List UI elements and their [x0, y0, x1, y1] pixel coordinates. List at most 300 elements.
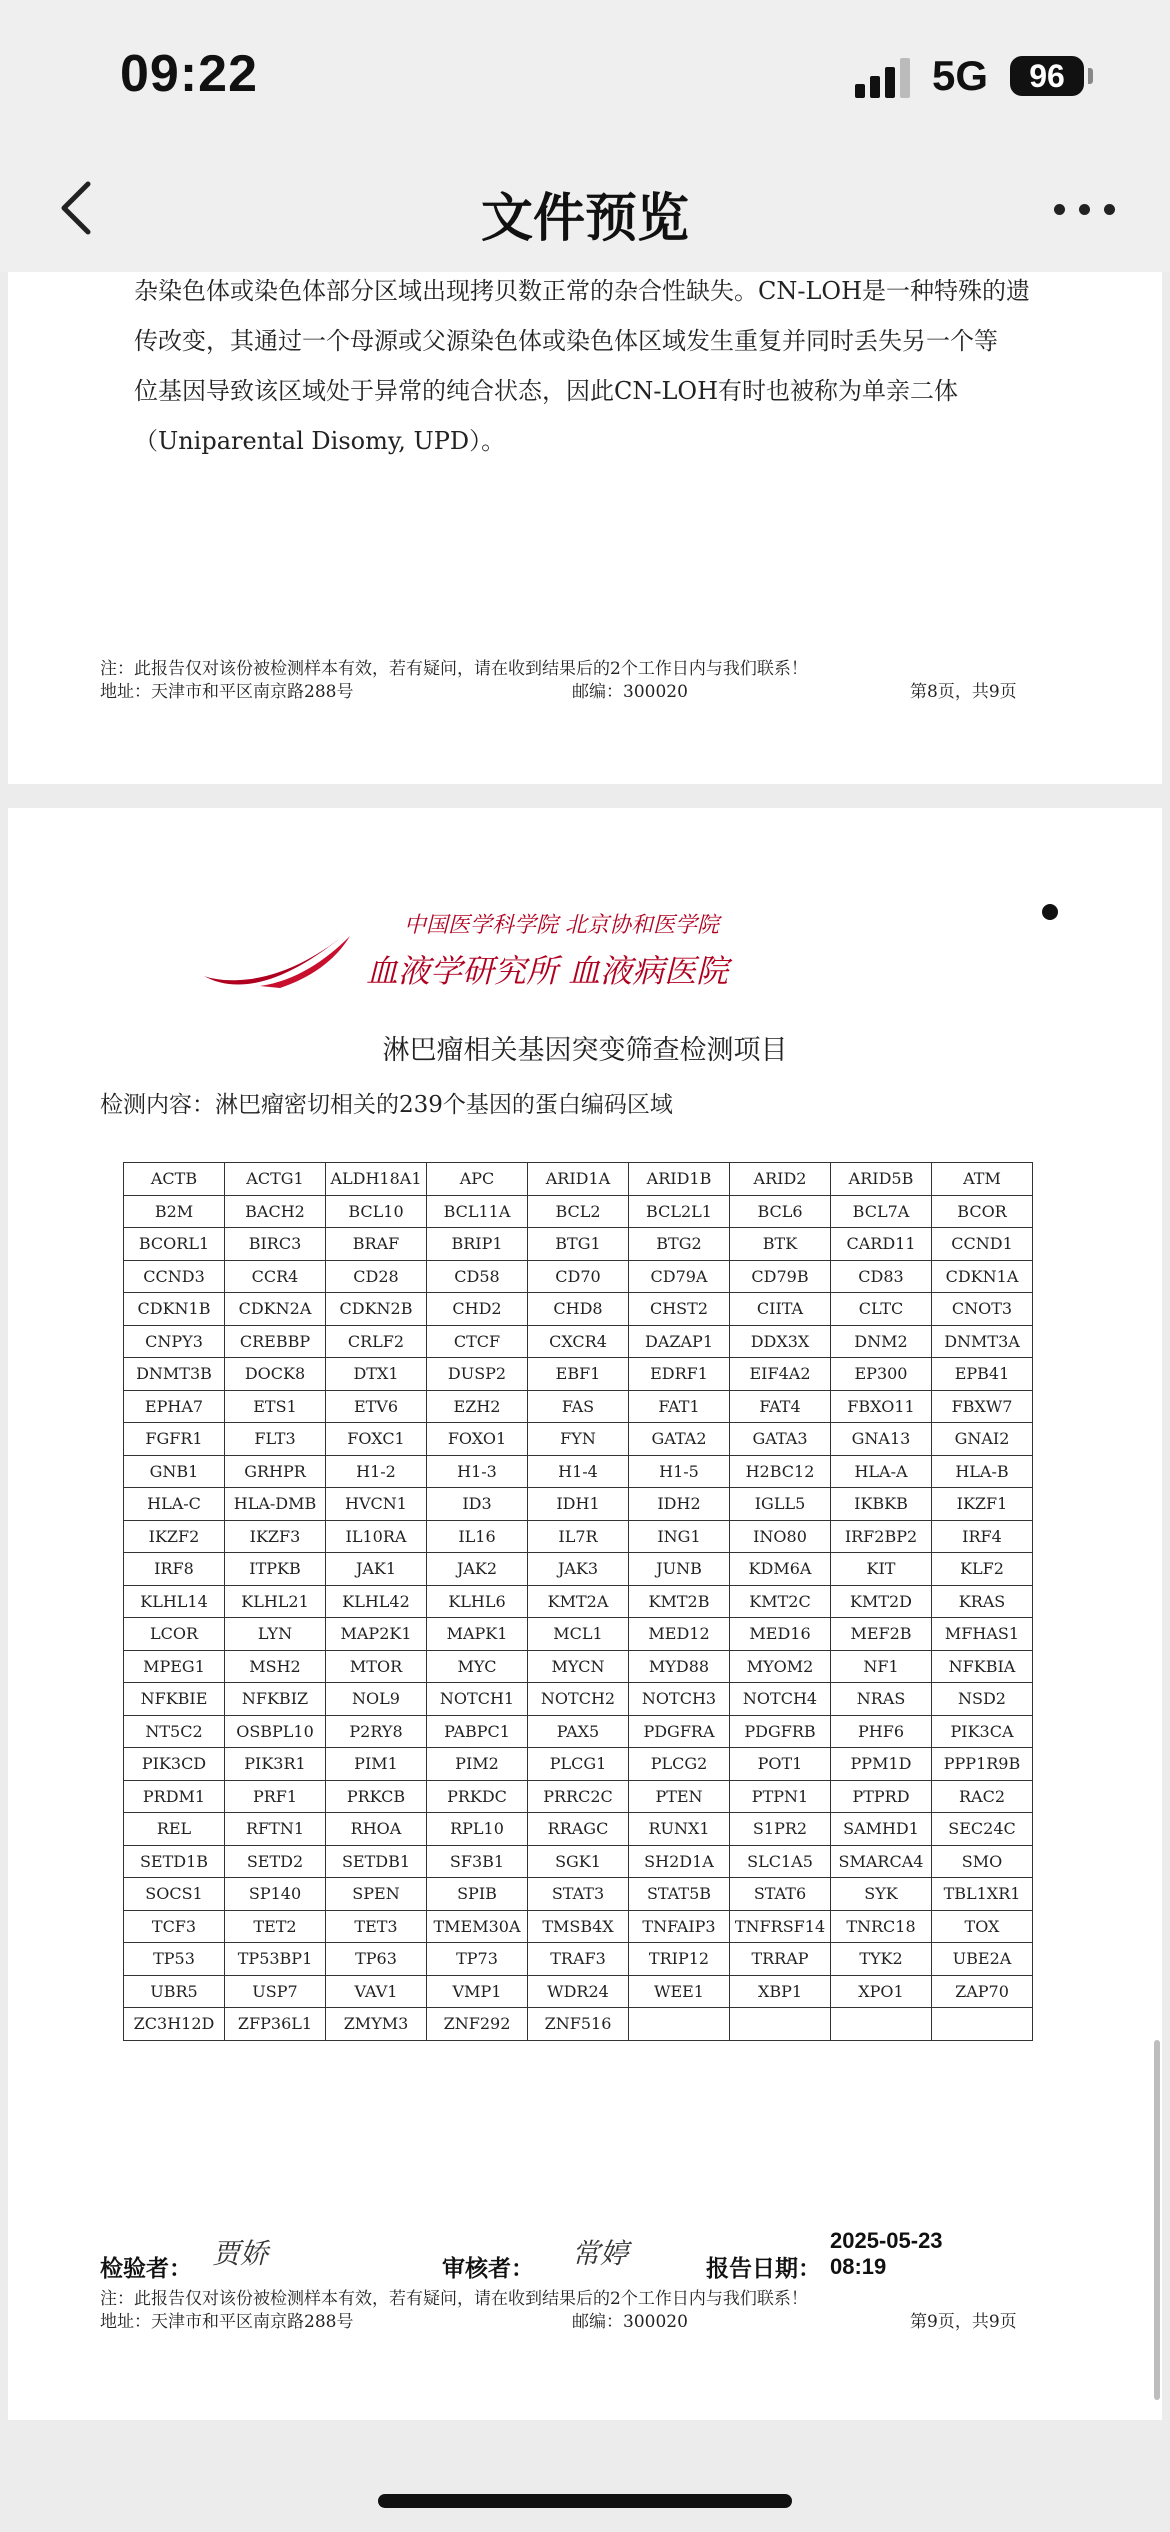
- gene-cell: FOXO1: [427, 1423, 528, 1456]
- gene-cell: RFTN1: [225, 1813, 326, 1846]
- gene-cell: NRAS: [831, 1683, 932, 1716]
- gene-cell: IKZF1: [932, 1488, 1033, 1521]
- gene-cell: P2RY8: [326, 1715, 427, 1748]
- gene-cell: FGFR1: [124, 1423, 225, 1456]
- footer-page-number: 第8页，共9页: [910, 682, 1017, 702]
- gene-cell: FOXC1: [326, 1423, 427, 1456]
- gene-cell: LCOR: [124, 1618, 225, 1651]
- gene-cell: TNFAIP3: [629, 1910, 730, 1943]
- gene-cell: PIK3CD: [124, 1748, 225, 1781]
- gene-cell: IL7R: [528, 1520, 629, 1553]
- gene-cell: PTPN1: [730, 1780, 831, 1813]
- gene-cell: CDKN1A: [932, 1260, 1033, 1293]
- gene-cell: PABPC1: [427, 1715, 528, 1748]
- gene-cell: STAT6: [730, 1878, 831, 1911]
- gene-cell: KMT2A: [528, 1585, 629, 1618]
- gene-cell: PIM1: [326, 1748, 427, 1781]
- gene-cell: CHD2: [427, 1293, 528, 1326]
- table-row: [124, 1163, 1033, 1196]
- gene-cell: HVCN1: [326, 1488, 427, 1521]
- gene-cell: CCND3: [124, 1260, 225, 1293]
- gene-cell: POT1: [730, 1748, 831, 1781]
- gene-cell: RUNX1: [629, 1813, 730, 1846]
- gene-cell: SP140: [225, 1878, 326, 1911]
- gene-cell: PAX5: [528, 1715, 629, 1748]
- gene-cell: ZNF292: [427, 2008, 528, 2041]
- gene-cell: BIRC3: [225, 1228, 326, 1261]
- gene-table: [123, 1162, 1033, 2041]
- table-row: [124, 1260, 1033, 1293]
- gene-cell: H2BC12: [730, 1455, 831, 1488]
- gene-cell: SPEN: [326, 1878, 427, 1911]
- logo-swoosh-icon: [200, 926, 360, 996]
- gene-cell: HLA-C: [124, 1488, 225, 1521]
- gene-cell: TNFRSF14: [730, 1910, 831, 1943]
- gene-cell: MEF2B: [831, 1618, 932, 1651]
- gene-cell: FBXW7: [932, 1390, 1033, 1423]
- table-row: [124, 1325, 1033, 1358]
- gene-cell: MAP2K1: [326, 1618, 427, 1651]
- gene-cell: ARID5B: [831, 1163, 932, 1196]
- gene-cell: ACTG1: [225, 1163, 326, 1196]
- gene-cell: IDH1: [528, 1488, 629, 1521]
- gene-cell: BCL2L1: [629, 1195, 730, 1228]
- gene-cell: KMT2B: [629, 1585, 730, 1618]
- gene-cell: GATA3: [730, 1423, 831, 1456]
- gene-cell: EIF4A2: [730, 1358, 831, 1391]
- page-title: 文件预览: [480, 189, 689, 249]
- gene-cell: [831, 2008, 932, 2041]
- gene-cell: KLHL21: [225, 1585, 326, 1618]
- nav-bar: [0, 150, 1170, 272]
- cn-loh-paragraph: [134, 266, 1064, 466]
- gene-cell: DOCK8: [225, 1358, 326, 1391]
- report-date: [830, 2228, 943, 2280]
- footer-postcode: 邮编：300020: [572, 682, 688, 702]
- gene-cell: UBE2A: [932, 1943, 1033, 1976]
- gene-cell: UBR5: [124, 1975, 225, 2008]
- gene-cell: SMO: [932, 1845, 1033, 1878]
- table-row: [124, 1520, 1033, 1553]
- table-row: [124, 1390, 1033, 1423]
- gene-cell: ZC3H12D: [124, 2008, 225, 2041]
- page-footer: [100, 2288, 1030, 2334]
- document-page-8: [8, 272, 1162, 784]
- gene-cell: APC: [427, 1163, 528, 1196]
- detection-content: 检测内容：淋巴瘤密切相关的239个基因的蛋白编码区域: [100, 1092, 673, 1118]
- gene-cell: [629, 2008, 730, 2041]
- gene-cell: B2M: [124, 1195, 225, 1228]
- gene-cell: EZH2: [427, 1390, 528, 1423]
- report-date-time: 08:19: [830, 2254, 887, 2279]
- gene-cell: SLC1A5: [730, 1845, 831, 1878]
- table-row: [124, 1195, 1033, 1228]
- table-row: [124, 2008, 1033, 2041]
- gene-cell: IKBKB: [831, 1488, 932, 1521]
- gene-cell: INO80: [730, 1520, 831, 1553]
- gene-cell: NOTCH4: [730, 1683, 831, 1716]
- gene-cell: JAK2: [427, 1553, 528, 1586]
- table-row: [124, 1358, 1033, 1391]
- gene-cell: TP63: [326, 1943, 427, 1976]
- gene-cell: KRAS: [932, 1585, 1033, 1618]
- gene-cell: HLA-B: [932, 1455, 1033, 1488]
- gene-cell: TRRAP: [730, 1943, 831, 1976]
- gene-cell: HLA-DMB: [225, 1488, 326, 1521]
- gene-cell: SYK: [831, 1878, 932, 1911]
- gene-cell: FAT4: [730, 1390, 831, 1423]
- gene-cell: DAZAP1: [629, 1325, 730, 1358]
- gene-cell: STAT3: [528, 1878, 629, 1911]
- table-row: [124, 1943, 1033, 1976]
- gene-cell: PRKDC: [427, 1780, 528, 1813]
- gene-cell: XPO1: [831, 1975, 932, 2008]
- gene-cell: [730, 2008, 831, 2041]
- gene-cell: REL: [124, 1813, 225, 1846]
- gene-cell: BACH2: [225, 1195, 326, 1228]
- gene-cell: SMARCA4: [831, 1845, 932, 1878]
- gene-cell: TET2: [225, 1910, 326, 1943]
- gene-cell: DTX1: [326, 1358, 427, 1391]
- gene-cell: TP53BP1: [225, 1943, 326, 1976]
- gene-cell: CTCF: [427, 1325, 528, 1358]
- table-row: [124, 1618, 1033, 1651]
- gene-cell: TBL1XR1: [932, 1878, 1033, 1911]
- table-row: [124, 1813, 1033, 1846]
- gene-cell: ETV6: [326, 1390, 427, 1423]
- footer-note: 注：此报告仅对该份被检测样本有效，若有疑问，请在收到结果后的2个工作日内与我们联系！: [100, 659, 808, 679]
- gene-cell: PDGFRA: [629, 1715, 730, 1748]
- gene-cell: DDX3X: [730, 1325, 831, 1358]
- gene-cell: ITPKB: [225, 1553, 326, 1586]
- gene-cell: TRIP12: [629, 1943, 730, 1976]
- gene-cell: TP53: [124, 1943, 225, 1976]
- gene-cell: GRHPR: [225, 1455, 326, 1488]
- gene-cell: KIT: [831, 1553, 932, 1586]
- gene-cell: KLF2: [932, 1553, 1033, 1586]
- gene-cell: VAV1: [326, 1975, 427, 2008]
- gene-cell: MFHAS1: [932, 1618, 1033, 1651]
- gene-cell: ARID1B: [629, 1163, 730, 1196]
- gene-cell: NFKBIA: [932, 1650, 1033, 1683]
- gene-cell: ALDH18A1: [326, 1163, 427, 1196]
- gene-cell: PRDM1: [124, 1780, 225, 1813]
- gene-cell: ZAP70: [932, 1975, 1033, 2008]
- gene-cell: KLHL42: [326, 1585, 427, 1618]
- table-row: [124, 1910, 1033, 1943]
- gene-cell: MYD88: [629, 1650, 730, 1683]
- gene-cell: CIITA: [730, 1293, 831, 1326]
- gene-cell: ZMYM3: [326, 2008, 427, 2041]
- gene-cell: RRAGC: [528, 1813, 629, 1846]
- gene-cell: EP300: [831, 1358, 932, 1391]
- table-row: [124, 1228, 1033, 1261]
- paragraph-line: 杂染色体或染色体部分区域出现拷贝数正常的杂合性缺失。CN-LOH是一种特殊的遗: [134, 277, 1031, 305]
- gene-cell: TNRC18: [831, 1910, 932, 1943]
- table-row: [124, 1650, 1033, 1683]
- gene-cell: RHOA: [326, 1813, 427, 1846]
- gene-cell: FAT1: [629, 1390, 730, 1423]
- scrollbar-thumb[interactable]: [1154, 2040, 1160, 2400]
- gene-cell: ARID2: [730, 1163, 831, 1196]
- table-row: [124, 1553, 1033, 1586]
- gene-cell: GATA2: [629, 1423, 730, 1456]
- gene-cell: NSD2: [932, 1683, 1033, 1716]
- gene-cell: NOTCH2: [528, 1683, 629, 1716]
- gene-cell: CD83: [831, 1260, 932, 1293]
- table-row: [124, 1975, 1033, 2008]
- more-options-icon[interactable]: [1052, 200, 1122, 220]
- gene-cell: CDKN2A: [225, 1293, 326, 1326]
- paragraph-line: （Uniparental Disomy, UPD）。: [134, 427, 506, 455]
- gene-cell: MSH2: [225, 1650, 326, 1683]
- gene-cell: BCL11A: [427, 1195, 528, 1228]
- gene-cell: DNM2: [831, 1325, 932, 1358]
- gene-cell: PIK3CA: [932, 1715, 1033, 1748]
- gene-cell: ING1: [629, 1520, 730, 1553]
- gene-cell: IRF2BP2: [831, 1520, 932, 1553]
- gene-cell: EDRF1: [629, 1358, 730, 1391]
- table-row: [124, 1585, 1033, 1618]
- gene-cell: ARID1A: [528, 1163, 629, 1196]
- gene-cell: SAMHD1: [831, 1813, 932, 1846]
- logo-hospital-line: 血液学研究所 血液病医院: [366, 952, 729, 990]
- gene-cell: BCL2: [528, 1195, 629, 1228]
- gene-cell: CCND1: [932, 1228, 1033, 1261]
- gene-cell: KLHL14: [124, 1585, 225, 1618]
- gene-cell: BCL6: [730, 1195, 831, 1228]
- gene-cell: CD28: [326, 1260, 427, 1293]
- table-row: [124, 1423, 1033, 1456]
- gene-cell: NFKBIZ: [225, 1683, 326, 1716]
- gene-cell: OSBPL10: [225, 1715, 326, 1748]
- gene-cell: H1-3: [427, 1455, 528, 1488]
- gene-cell: WEE1: [629, 1975, 730, 2008]
- gene-cell: HLA-A: [831, 1455, 932, 1488]
- gene-cell: H1-5: [629, 1455, 730, 1488]
- page-footer: [100, 658, 1030, 704]
- gene-cell: NOL9: [326, 1683, 427, 1716]
- gene-cell: SEC24C: [932, 1813, 1033, 1846]
- table-row: [124, 1455, 1033, 1488]
- gene-cell: KMT2C: [730, 1585, 831, 1618]
- gene-cell: XBP1: [730, 1975, 831, 2008]
- gene-cell: PRRC2C: [528, 1780, 629, 1813]
- gene-cell: PPM1D: [831, 1748, 932, 1781]
- gene-cell: PRF1: [225, 1780, 326, 1813]
- gene-cell: GNA13: [831, 1423, 932, 1456]
- gene-cell: CREBBP: [225, 1325, 326, 1358]
- gene-cell: H1-2: [326, 1455, 427, 1488]
- gene-cell: FBXO11: [831, 1390, 932, 1423]
- gene-cell: ID3: [427, 1488, 528, 1521]
- gene-cell: LYN: [225, 1618, 326, 1651]
- gene-cell: TP73: [427, 1943, 528, 1976]
- paragraph-line: 位基因导致该区域处于异常的纯合状态，因此CN-LOH有时也被称为单亲二体: [134, 377, 959, 405]
- gene-cell: TET3: [326, 1910, 427, 1943]
- gene-cell: TCF3: [124, 1910, 225, 1943]
- table-row: [124, 1748, 1033, 1781]
- gene-cell: STAT5B: [629, 1878, 730, 1911]
- gene-cell: MED16: [730, 1618, 831, 1651]
- gene-cell: FYN: [528, 1423, 629, 1456]
- gene-cell: DNMT3A: [932, 1325, 1033, 1358]
- gene-cell: PDGFRB: [730, 1715, 831, 1748]
- gene-cell: MAPK1: [427, 1618, 528, 1651]
- gene-cell: USP7: [225, 1975, 326, 2008]
- gene-cell: ETS1: [225, 1390, 326, 1423]
- gene-cell: DNMT3B: [124, 1358, 225, 1391]
- battery-tip: [1088, 68, 1093, 84]
- gene-cell: PRKCB: [326, 1780, 427, 1813]
- gene-cell: KMT2D: [831, 1585, 932, 1618]
- gene-cell: MED12: [629, 1618, 730, 1651]
- gene-cell: PTPRD: [831, 1780, 932, 1813]
- inspector-label: 检验者：: [100, 2255, 192, 2282]
- battery-icon: 96: [1010, 56, 1084, 96]
- gene-cell: WDR24: [528, 1975, 629, 2008]
- gene-cell: CDKN2B: [326, 1293, 427, 1326]
- gene-cell: MYC: [427, 1650, 528, 1683]
- footer-page-number: 第9页，共9页: [910, 2312, 1017, 2332]
- gene-cell: PPP1R9B: [932, 1748, 1033, 1781]
- gene-cell: BCL10: [326, 1195, 427, 1228]
- gene-cell: PLCG1: [528, 1748, 629, 1781]
- footer-address: 地址：天津市和平区南京路288号: [100, 682, 354, 702]
- gene-cell: IL10RA: [326, 1520, 427, 1553]
- gene-cell: SH2D1A: [629, 1845, 730, 1878]
- gene-cell: JAK1: [326, 1553, 427, 1586]
- gene-cell: CD58: [427, 1260, 528, 1293]
- paragraph-line: 传改变，其通过一个母源或父源染色体或染色体区域发生重复并同时丢失另一个等: [134, 327, 998, 355]
- gene-cell: BCOR: [932, 1195, 1033, 1228]
- gene-cell: KLHL6: [427, 1585, 528, 1618]
- gene-cell: JAK3: [528, 1553, 629, 1586]
- gene-cell: CDKN1B: [124, 1293, 225, 1326]
- gene-cell: GNB1: [124, 1455, 225, 1488]
- reviewer-signature: 常婷: [572, 2237, 629, 2270]
- gene-cell: PTEN: [629, 1780, 730, 1813]
- gene-cell: MYCN: [528, 1650, 629, 1683]
- gene-cell: JUNB: [629, 1553, 730, 1586]
- inspector-signature: 贾娇: [212, 2237, 269, 2270]
- gene-cell: SETD1B: [124, 1845, 225, 1878]
- table-row: [124, 1293, 1033, 1326]
- table-row: [124, 1845, 1033, 1878]
- gene-cell: IKZF3: [225, 1520, 326, 1553]
- gene-cell: MTOR: [326, 1650, 427, 1683]
- gene-cell: TOX: [932, 1910, 1033, 1943]
- gene-cell: SETDB1: [326, 1845, 427, 1878]
- gene-cell: TMSB4X: [528, 1910, 629, 1943]
- gene-cell: BRAF: [326, 1228, 427, 1261]
- table-row: [124, 1780, 1033, 1813]
- gene-cell: CHST2: [629, 1293, 730, 1326]
- gene-cell: CARD11: [831, 1228, 932, 1261]
- gene-cell: RAC2: [932, 1780, 1033, 1813]
- gene-cell: TYK2: [831, 1943, 932, 1976]
- gene-cell: CNOT3: [932, 1293, 1033, 1326]
- reviewer-label: 审核者：: [442, 2255, 534, 2282]
- gene-cell: IRF8: [124, 1553, 225, 1586]
- gene-cell: PLCG2: [629, 1748, 730, 1781]
- gene-cell: EPHA7: [124, 1390, 225, 1423]
- gene-cell: H1-4: [528, 1455, 629, 1488]
- gene-cell: CLTC: [831, 1293, 932, 1326]
- gene-cell: SETD2: [225, 1845, 326, 1878]
- home-indicator[interactable]: [378, 2494, 792, 2508]
- gene-cell: [932, 2008, 1033, 2041]
- gene-cell: S1PR2: [730, 1813, 831, 1846]
- gene-cell: BTG1: [528, 1228, 629, 1261]
- gene-cell: ZNF516: [528, 2008, 629, 2041]
- signature-row: [100, 2228, 1050, 2288]
- document-page-9: [8, 808, 1162, 2420]
- gene-cell: NOTCH1: [427, 1683, 528, 1716]
- table-row: [124, 1715, 1033, 1748]
- gene-cell: IGLL5: [730, 1488, 831, 1521]
- status-bar: [0, 0, 1170, 150]
- status-time: 09:22: [120, 45, 258, 103]
- gene-cell: RPL10: [427, 1813, 528, 1846]
- gene-cell: CD79A: [629, 1260, 730, 1293]
- gene-cell: NOTCH3: [629, 1683, 730, 1716]
- gene-cell: IRF4: [932, 1520, 1033, 1553]
- gene-cell: IDH2: [629, 1488, 730, 1521]
- gene-cell: TMEM30A: [427, 1910, 528, 1943]
- footer-address: 地址：天津市和平区南京路288号: [100, 2312, 354, 2332]
- hospital-logo: [206, 908, 806, 998]
- gene-cell: CCR4: [225, 1260, 326, 1293]
- gene-cell: GNAI2: [932, 1423, 1033, 1456]
- gene-cell: CRLF2: [326, 1325, 427, 1358]
- gene-cell: VMP1: [427, 1975, 528, 2008]
- gene-cell: PHF6: [831, 1715, 932, 1748]
- gene-cell: IL16: [427, 1520, 528, 1553]
- table-row: [124, 1488, 1033, 1521]
- gene-cell: CD79B: [730, 1260, 831, 1293]
- footer-note: 注：此报告仅对该份被检测样本有效，若有疑问，请在收到结果后的2个工作日内与我们联系！: [100, 2289, 808, 2309]
- gene-cell: ATM: [932, 1163, 1033, 1196]
- gene-cell: KDM6A: [730, 1553, 831, 1586]
- table-row: [124, 1683, 1033, 1716]
- gene-cell: CNPY3: [124, 1325, 225, 1358]
- gene-cell: ACTB: [124, 1163, 225, 1196]
- gene-cell: PIK3R1: [225, 1748, 326, 1781]
- gene-cell: CXCR4: [528, 1325, 629, 1358]
- gene-cell: NFKBIE: [124, 1683, 225, 1716]
- gene-cell: SOCS1: [124, 1878, 225, 1911]
- gene-cell: PIM2: [427, 1748, 528, 1781]
- cellular-signal-icon: [855, 58, 911, 98]
- gene-cell: FLT3: [225, 1423, 326, 1456]
- gene-cell: DUSP2: [427, 1358, 528, 1391]
- report-date-day: 2025-05-23: [830, 2228, 943, 2253]
- gene-cell: TRAF3: [528, 1943, 629, 1976]
- gene-cell: BTK: [730, 1228, 831, 1261]
- gene-cell: EBF1: [528, 1358, 629, 1391]
- table-row: [124, 1878, 1033, 1911]
- gene-cell: SPIB: [427, 1878, 528, 1911]
- gene-cell: SGK1: [528, 1845, 629, 1878]
- gene-cell: NF1: [831, 1650, 932, 1683]
- logo-institute-line: 中国医学科学院 北京协和医学院: [404, 913, 719, 938]
- gene-cell: CHD8: [528, 1293, 629, 1326]
- report-date-label: 报告日期：: [706, 2255, 821, 2282]
- network-type: 5G: [932, 52, 989, 99]
- gene-cell: MCL1: [528, 1618, 629, 1651]
- gene-cell: EPB41: [932, 1358, 1033, 1391]
